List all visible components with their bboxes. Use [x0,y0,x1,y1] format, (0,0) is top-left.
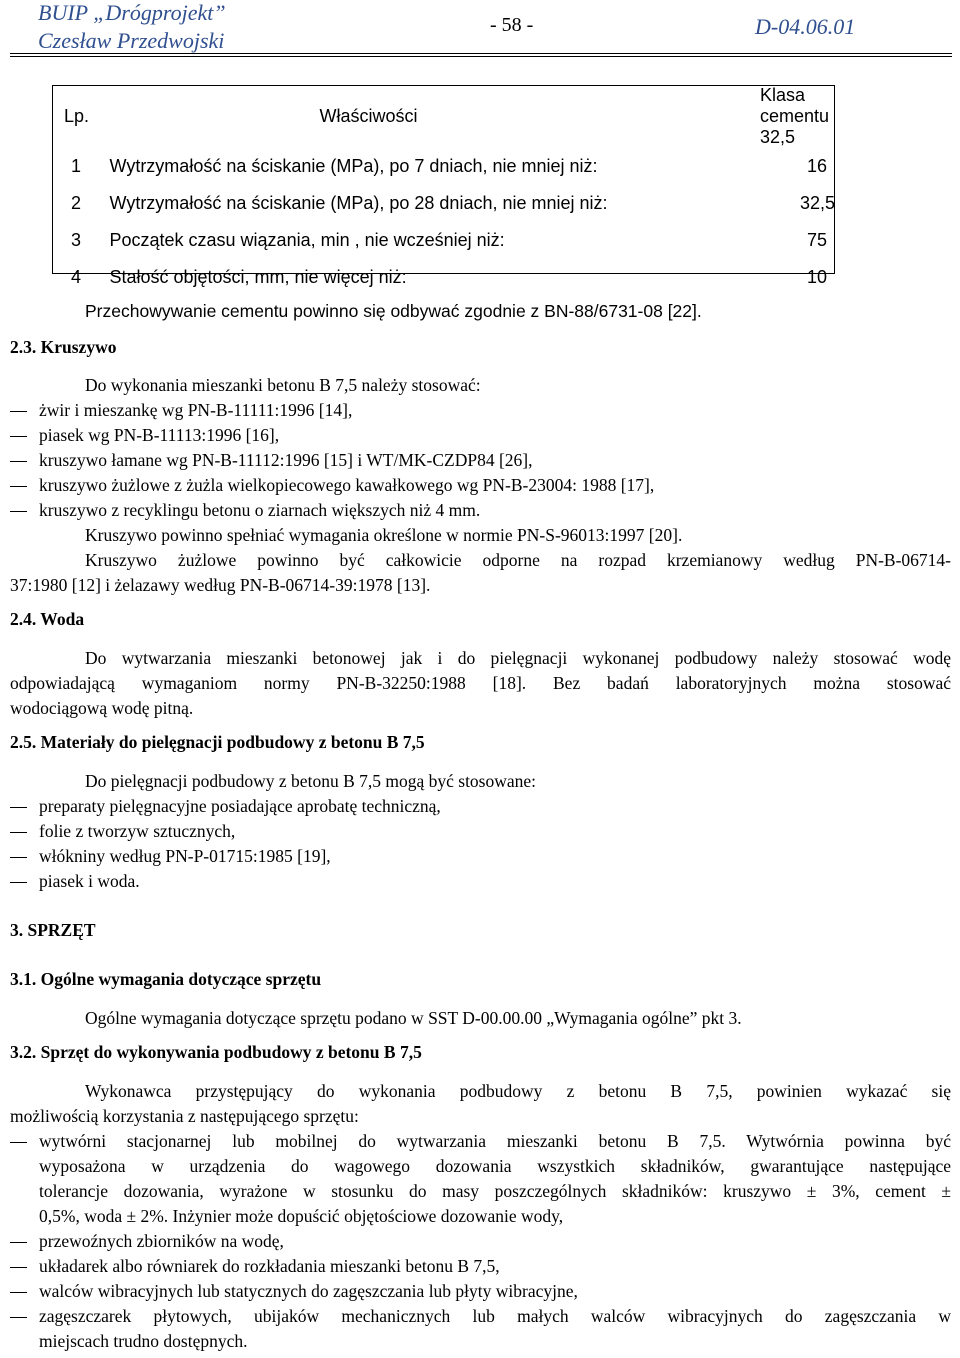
header-divider [10,53,952,54]
cement-storage-note: Przechowywanie cementu powinno się odbywać zgodnie z BN-88/6731-08 [22]. [85,301,702,321]
paragraph: Do pielęgnacji podbudowy z betonu B 7,5 mogą być stosowane: [85,771,537,791]
list-item: układarek albo równiarek do rozkładania mieszanki betonu B 7,5, [39,1256,500,1276]
table-header-cell: Lp. [64,106,90,126]
section-heading: 3. SPRZĘT [10,920,96,940]
table-row [52,148,835,185]
paragraph: wodociągową wodę pitną. [10,698,194,718]
list-item-continued: 0,5%, woda ± 2%. Inżynier może dopuścić objętościowe dozowanie wody, [39,1206,564,1226]
section-heading: 2.5. Materiały do pielęgnacji podbudowy z betonu B 7,5 [10,732,425,752]
paragraph: możliwością korzystania z następującego sprzętu: [10,1106,359,1126]
paragraph: Do wykonania mieszanki betonu B 7,5 należy stosować: [85,375,481,395]
section-heading: 2.3. Kruszywo [10,337,117,357]
table-cell: 2 [71,193,82,213]
table-cell: Stałość objętości, mm, nie więcej niż: [109,267,407,287]
table-cell: 10 [806,267,827,287]
list-item-continued: miejscach trudno dostępnych. [39,1331,248,1351]
list-item: folie z tworzyw sztucznych, [39,821,236,841]
list-item: kruszywo z recyklingu betonu o ziarnach większych niż 4 mm. [39,500,481,520]
table-header-row [52,85,835,148]
table-row [52,259,835,296]
table-cell: Początek czasu wiązania, min , nie wcześniej niż: [109,230,505,250]
list-dash [10,1142,27,1143]
paragraph: odpowiadającą wymaganiom normy PN-B-32250:1988 [18]. Bez badań laboratoryjnych można stosować [10,673,951,693]
table-cell: 1 [71,156,82,176]
table-cell: 16 [806,156,827,176]
section-heading: 3.1. Ogólne wymagania dotyczące sprzętu [10,969,322,989]
list-item-continued: tolerancje dozowania, wyrażone w stosunku do masy poszczególnych składników: kruszywo ± 3%, cement ± [39,1181,951,1201]
table-cell: 32,5 [799,193,835,213]
list-dash [10,1242,27,1243]
list-dash [10,807,27,808]
list-item: wytwórni stacjonarnej lub mobilnej do wytwarzania mieszanki betonu B 7,5. Wytwórnia powinna być [39,1131,951,1151]
list-dash [10,1267,27,1268]
table-cell: Wytrzymałość na ściskanie (MPa), po 7 dniach, nie mniej niż: [109,156,598,176]
table-cell: 75 [806,230,827,250]
section-heading: 3.2. Sprzęt do wykonywania podbudowy z betonu B 7,5 [10,1042,422,1062]
paragraph: Wykonawca przystępujący do wykonania podbudowy z betonu B 7,5, powinien wykazać się [85,1081,951,1101]
list-dash [10,1317,27,1318]
list-item: żwir i mieszankę wg PN-B-11111:1996 [14], [39,400,353,420]
paragraph: Kruszywo powinno spełniać wymagania określone w normie PN-S-96013:1997 [20]. [85,525,683,545]
table-row [52,222,835,259]
table-cell: Wytrzymałość na ściskanie (MPa), po 28 dniach, nie mniej niż: [109,193,608,213]
list-dash [10,461,27,462]
table-cell: 3 [71,230,82,250]
paragraph: Ogólne wymagania dotyczące sprzętu podano w SST D-00.00.00 „Wymagania ogólne” pkt 3. [85,1008,742,1028]
list-item: włókniny według PN-P-01715:1985 [19], [39,846,331,866]
table-cell: 4 [71,267,82,287]
list-item: przewoźnych zbiorników na wodę, [39,1231,284,1251]
list-item: piasek wg PN-B-11113:1996 [16], [39,425,280,445]
list-item-continued: wyposażona w urządzenia do wagowego dozowania wszystkich składników, gwarantujące następujące [39,1156,951,1176]
list-dash [10,436,27,437]
header-author: Czesław Przedwojski [38,28,225,53]
page-number: - 58 - [490,14,534,36]
list-dash [10,1292,27,1293]
paragraph: Kruszywo żużlowe powinno być całkowicie odporne na rozpad krzemianowy według PN-B-06714- [85,550,951,570]
list-dash [10,832,27,833]
list-dash [10,511,27,512]
paragraph: 37:1980 [12] i żelazawy według PN-B-06714-39:1978 [13]. [10,575,431,595]
list-item: kruszywo łamane wg PN-B-11112:1996 [15] i WT/MK-CZDP84 [26], [39,450,533,470]
list-dash [10,857,27,858]
list-dash [10,411,27,412]
list-item: preparaty pielęgnacyjne posiadające aprobatę techniczną, [39,796,441,816]
section-heading: 2.4. Woda [10,609,85,629]
list-dash [10,486,27,487]
list-item: piasek i woda. [39,871,140,891]
list-item: walców wibracyjnych lub statycznych do zagęszczania lub płyty wibracyjne, [39,1281,578,1301]
list-item: kruszywo żużlowe z żużla wielkopiecowego kawałkowego wg PN-B-23004: 1988 [17], [39,475,655,495]
table-row [52,185,835,222]
document-code: D-04.06.01 [755,14,856,39]
header-divider-2 [10,56,952,57]
list-dash [10,882,27,883]
paragraph: Do wytwarzania mieszanki betonowej jak i do pielęgnacji wykonanej podbudowy należy stosować wodę [85,648,951,668]
table-header-cell: Właściwości [319,106,418,126]
table-header-cell: Klasa cementu 32,5 [759,85,829,147]
list-item: zagęszczarek płytowych, ubijaków mechanicznych lub małych walców wibracyjnych do zagęszczania w [39,1306,951,1326]
cement-properties-table [52,85,835,296]
header-org: BUIP „Drógprojekt” [38,0,226,25]
